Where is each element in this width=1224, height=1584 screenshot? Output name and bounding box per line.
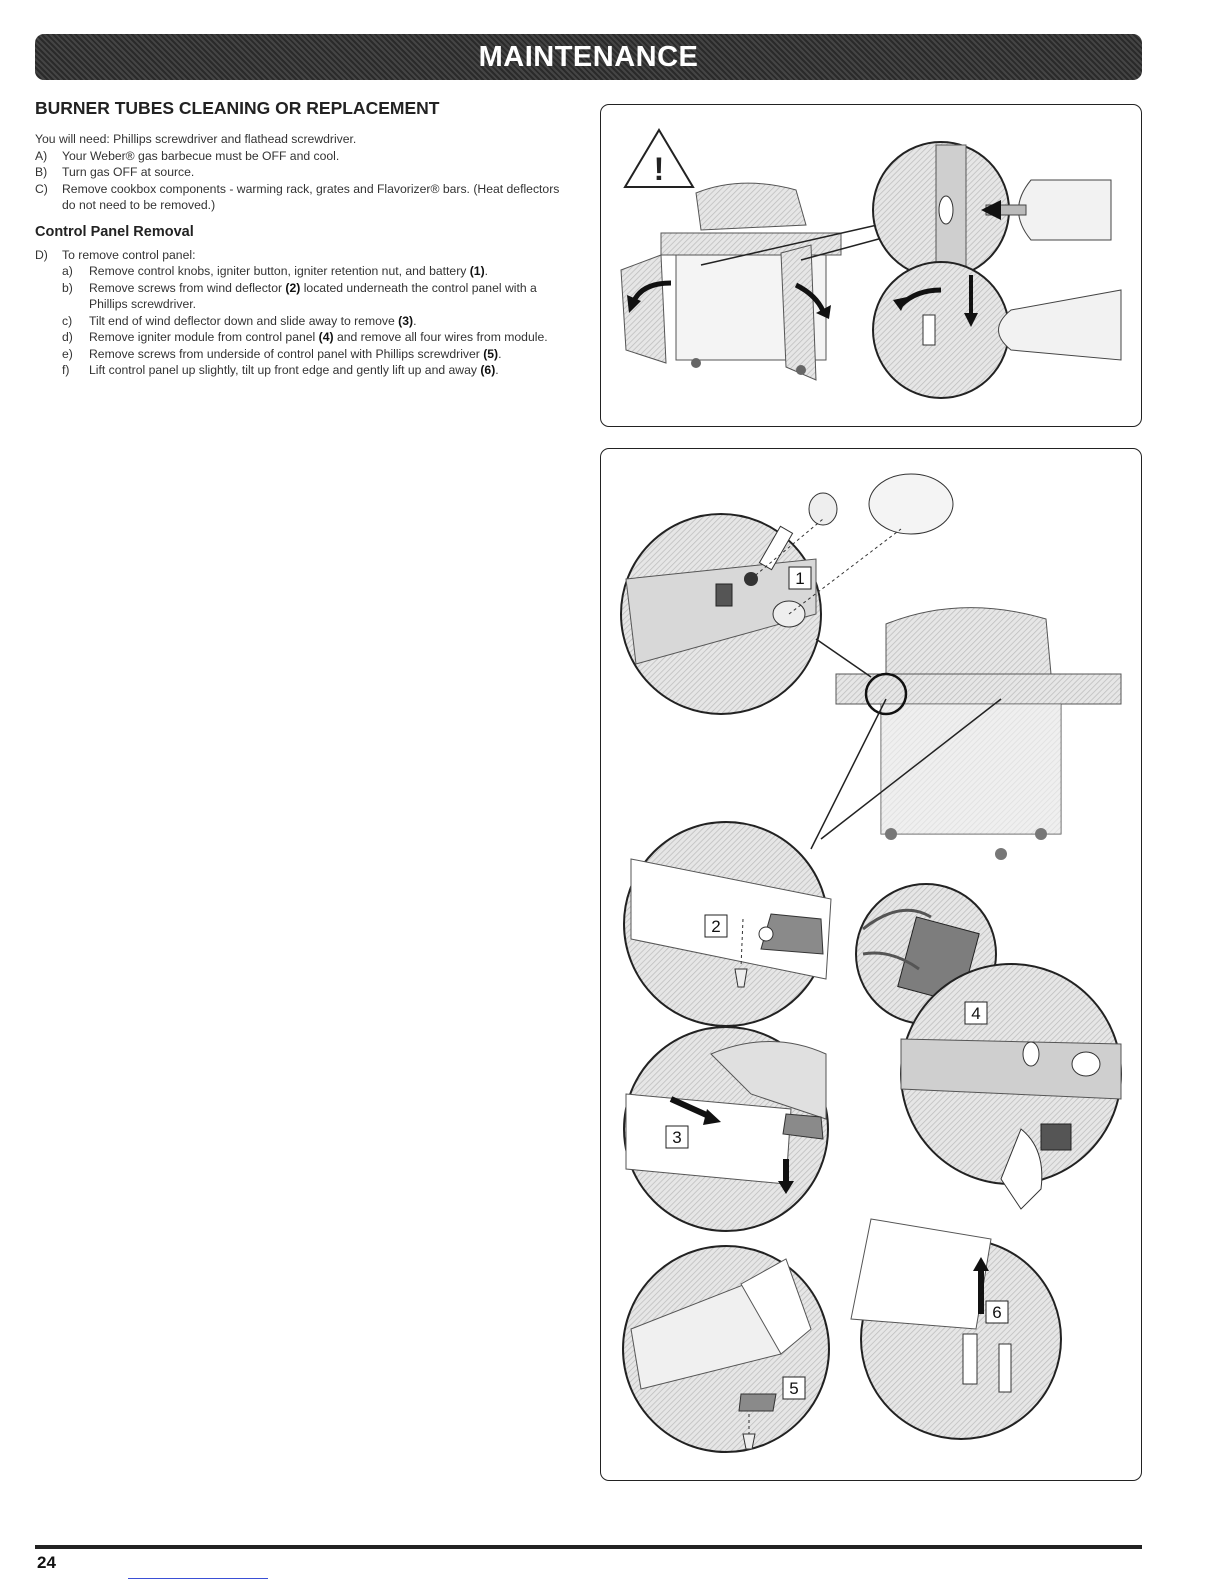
door-removal-drawing (601, 105, 1141, 426)
step-d (35, 247, 575, 264)
step-marker: A) (35, 148, 48, 163)
substep-end: located underneath the control panel with a Phillips screwdriver. (89, 280, 537, 311)
subsection-title: Control Panel Removal (35, 223, 194, 240)
substep-marker: a) (62, 264, 73, 278)
substep-end: and remove all four wires from module. (333, 330, 548, 344)
substep-text: Remove igniter module from control panel (89, 330, 316, 344)
step-label-1: 1 (795, 569, 805, 588)
right-door (781, 245, 816, 380)
tools-needed: You will need: Phillips screwdriver and flathead screwdriver. (35, 132, 357, 146)
step-label-5: 5 (789, 1379, 799, 1398)
door-removal-illustration (600, 104, 1142, 427)
control-panel-drawing (601, 449, 1141, 1480)
link-underline (128, 1578, 268, 1579)
control-knob (869, 474, 953, 534)
substep-ref: (5) (483, 346, 499, 361)
substep-ref: (4) (318, 330, 334, 344)
grill-cart-drawing (621, 183, 841, 380)
igniter-cap (809, 493, 837, 525)
step-label-2: 2 (711, 917, 721, 936)
section-banner (35, 34, 1142, 80)
section-title: BURNER TUBES CLEANING OR REPLACEMENT (35, 98, 440, 118)
substep-end: . (498, 346, 502, 361)
step-label-3: 3 (672, 1128, 682, 1147)
step-label-4: 4 (971, 1004, 981, 1023)
page-number: 24 (37, 1553, 56, 1572)
substep-c (35, 313, 575, 330)
warning-symbol: ! (653, 151, 665, 187)
hinge-pin-detail-top (873, 142, 1111, 278)
substep-end: . (484, 264, 489, 278)
step-2-detail (624, 822, 831, 1026)
step-text: Your Weber® gas barbecue must be OFF and cool. (62, 148, 340, 163)
substep-text: Remove screws from wind deflector (89, 280, 283, 295)
control-panel-removal-illustration (600, 448, 1142, 1481)
substep-d (35, 329, 575, 346)
substep-marker: c) (62, 313, 73, 328)
step-text: Remove cookbox components - warming rack, grates and Flavorizer® bars. (Heat deflectors do not need to be removed.) (62, 181, 560, 212)
substep-marker: f) (62, 363, 70, 377)
substep-marker: d) (62, 330, 73, 344)
substep-marker: e) (62, 346, 73, 361)
left-door (621, 255, 666, 363)
step-4-detail-panel (901, 964, 1121, 1209)
substep-f (35, 362, 575, 379)
substep-ref: (3) (398, 313, 414, 328)
substep-marker: b) (62, 280, 73, 295)
step-marker: D) (35, 247, 48, 262)
substep-b (35, 280, 575, 313)
banner-title: MAINTENANCE (478, 40, 699, 73)
step-6-detail (851, 1219, 1061, 1439)
substep-ref: (2) (285, 280, 301, 295)
step-text: To remove control panel: (62, 247, 196, 262)
substep-end: . (495, 363, 499, 377)
hinge-pin-detail-bottom (873, 262, 1121, 398)
step-5-detail (623, 1246, 829, 1452)
substep-text: Tilt end of wind deflector down and slide away to remove (89, 313, 395, 328)
step-marker: C) (35, 181, 48, 196)
step-label-6: 6 (992, 1303, 1002, 1322)
substep-ref: (6) (480, 363, 496, 377)
footer-rule (35, 1545, 1142, 1549)
substep-text: Lift control panel up slightly, tilt up front edge and gently lift up and away (89, 363, 477, 377)
step-3-detail (624, 1027, 828, 1231)
warning-icon (625, 130, 693, 187)
igniter-button (716, 584, 732, 606)
step-text: Turn gas OFF at source. (62, 165, 195, 179)
step-c (35, 181, 575, 214)
substep-text: Remove control knobs, igniter button, igniter retention nut, and battery (89, 264, 467, 278)
substep-text: Remove screws from underside of control panel with Phillips screwdriver (89, 346, 480, 361)
grill-overview (811, 608, 1121, 860)
step-a (35, 148, 575, 165)
substep-end: . (413, 313, 417, 328)
instructions-column (35, 98, 575, 379)
step-marker: B) (35, 165, 48, 179)
step-b (35, 164, 575, 181)
substep-a (35, 263, 575, 280)
substep-ref: (1) (469, 264, 485, 278)
substep-e (35, 346, 575, 363)
